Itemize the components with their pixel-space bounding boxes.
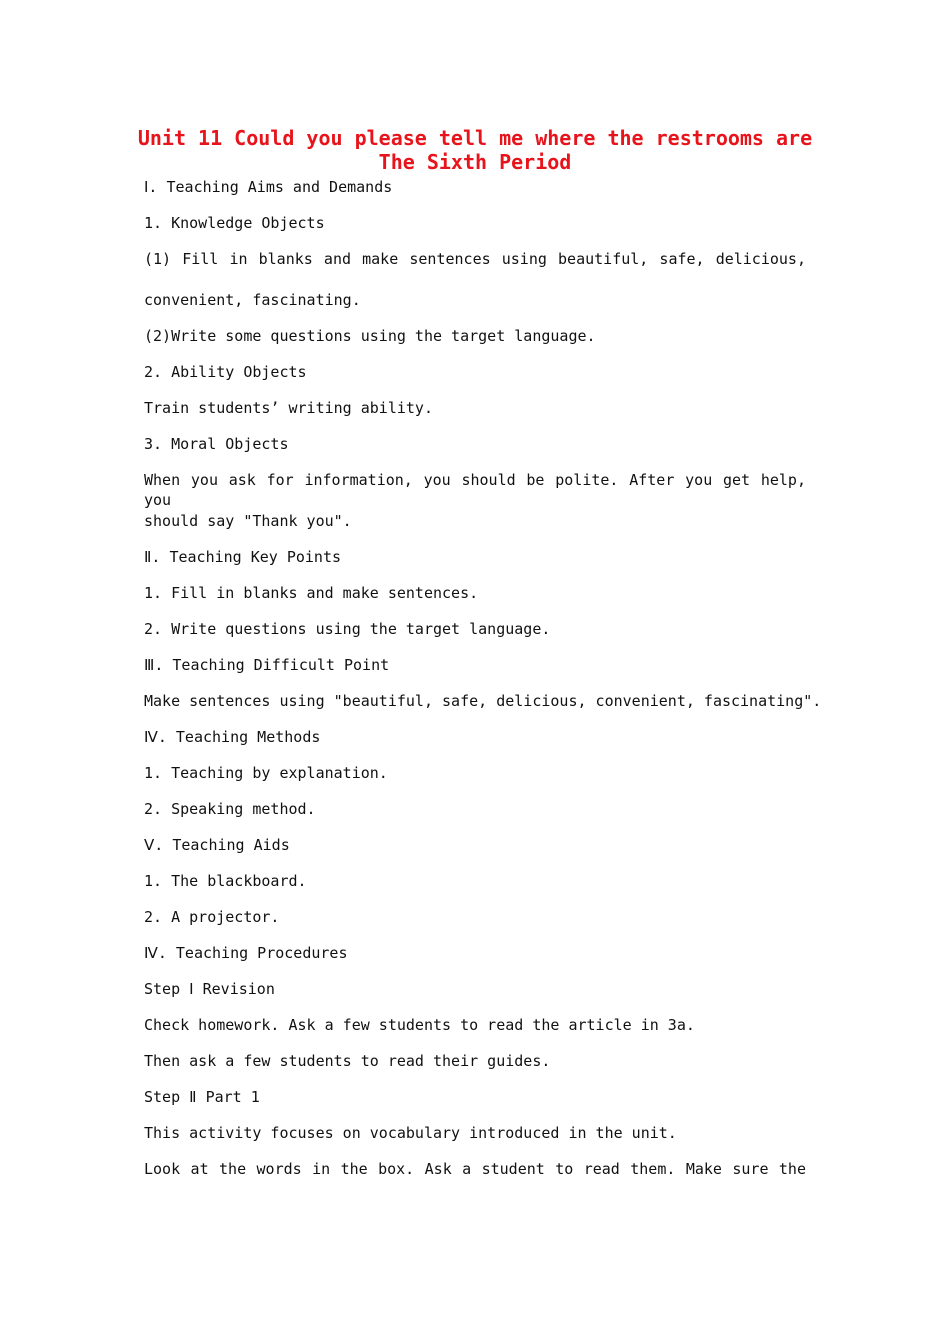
paragraph-line: 1. The blackboard. (144, 872, 307, 890)
paragraph-line: should say "Thank you". (144, 512, 352, 530)
paragraph-line: Then ask a few students to read their guides. (144, 1052, 551, 1070)
paragraph-line: Check homework. Ask a few students to read the article in 3a. (144, 1016, 695, 1034)
paragraph-line: 1. Teaching by explanation. (144, 764, 388, 782)
section-heading-aids: Ⅴ. Teaching Aids (144, 836, 290, 854)
section-heading-procedures: Ⅳ. Teaching Procedures (144, 944, 348, 962)
step-heading-part1: Step Ⅱ Part 1 (144, 1088, 260, 1106)
section-heading-methods: Ⅳ. Teaching Methods (144, 728, 321, 746)
document-title-line2: The Sixth Period (378, 150, 572, 174)
paragraph-line: (2)Write some questions using the target language. (144, 327, 596, 345)
paragraph-line: convenient, fascinating. (144, 291, 361, 309)
step-heading-revision: Step Ⅰ Revision (144, 980, 275, 998)
subheading-moral-objects: 3. Moral Objects (144, 435, 289, 453)
paragraph-line: 2. A projector. (144, 908, 280, 926)
paragraph-line: This activity focuses on vocabulary introduced in the unit. (144, 1124, 677, 1142)
paragraph-line: 2. Write questions using the target language. (144, 620, 551, 638)
paragraph-line: 2. Speaking method. (144, 800, 316, 818)
paragraph-line: When you ask for information, you should be polite. After you get help, you (144, 471, 806, 509)
section-heading-difficult-point: Ⅲ. Teaching Difficult Point (144, 656, 390, 674)
paragraph-line: 1. Fill in blanks and make sentences. (144, 584, 479, 602)
section-heading-aims: Ⅰ. Teaching Aims and Demands (144, 178, 393, 196)
section-heading-key-points: Ⅱ. Teaching Key Points (144, 548, 342, 566)
subheading-knowledge-objects: 1. Knowledge Objects (144, 214, 325, 232)
document-title-line1: Unit 11 Could you please tell me where the restrooms are (137, 126, 813, 150)
paragraph-line: (1) Fill in blanks and make sentences using beautiful, safe, delicious, (144, 250, 806, 268)
paragraph-line: Look at the words in the box. Ask a student to read them. Make sure the (144, 1160, 806, 1178)
subheading-ability-objects: 2. Ability Objects (144, 363, 307, 381)
paragraph-line: Make sentences using "beautiful, safe, delicious, convenient, fascinating". (144, 692, 822, 710)
paragraph-line: Train students’ writing ability. (144, 399, 433, 417)
